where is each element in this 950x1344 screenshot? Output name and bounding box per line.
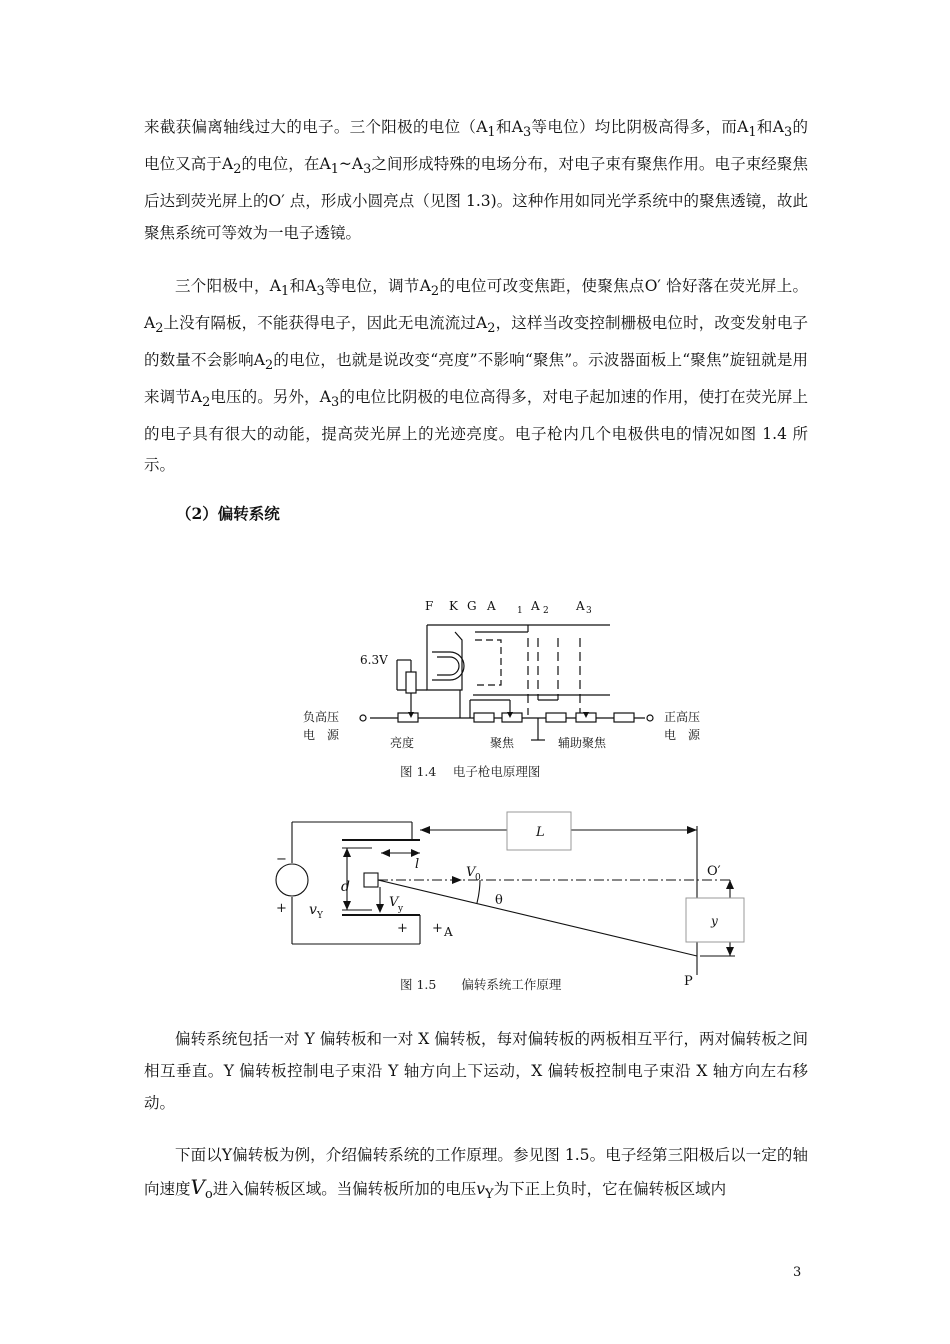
text-run: v xyxy=(476,1179,486,1198)
text-run: 三个阳极中，A xyxy=(175,277,281,295)
text-run: 为下正上负时，它在偏转板区域内 xyxy=(493,1179,727,1198)
text-run: 的电位又高于A xyxy=(144,118,808,173)
text-run: ，这样当改变控制栅极电位时，改变发射电子的数量不会影响A xyxy=(144,313,808,369)
text-run: 等电位）均比阴极高得多，而A xyxy=(531,118,749,136)
page-number: 3 xyxy=(793,1265,802,1280)
paragraph-4 xyxy=(144,1140,808,1211)
brightness-label: 亮度 xyxy=(390,736,415,750)
label-sub-3: 3 xyxy=(586,606,592,616)
label-k: K xyxy=(449,599,458,613)
label-small-l: l xyxy=(415,857,420,872)
text-run: 等电位，调节A xyxy=(324,277,431,295)
text-run: 之间形成特殊的电场分布，对电子束有聚焦作用。电子束经聚焦后达到荧光屏上的O′ 点，形成小圆亮点（见图 1.3)。这种作用如同光学系统中的聚焦透镜，故此聚焦系统可等效为一电子透镜。 xyxy=(144,154,808,242)
text-run: 2 xyxy=(233,161,242,177)
text-run: Y xyxy=(485,1186,494,1202)
text-run: 的电位，也就是说改变“亮度”不影响“聚焦”。示波器面板上“聚焦”旋钮就是用来调节A xyxy=(144,350,809,406)
text-run: 进入偏转板区域。当偏转板所加的电压 xyxy=(212,1179,477,1198)
label-a-3: A xyxy=(576,599,585,613)
figure-1-5-caption: 图 1.5 偏转系统工作原理 xyxy=(400,977,562,992)
aux-focus-label: 辅助聚焦 xyxy=(558,736,607,750)
label-a: A xyxy=(444,925,453,939)
text-run: 1 xyxy=(748,125,757,141)
label-sub-2: 2 xyxy=(543,606,549,616)
label-f: F xyxy=(425,599,434,613)
label-theta: θ xyxy=(495,893,503,908)
text-run: 下面以Y偏转板为例，介绍偏转系统的工作原理。参见图 1.5。电子经第三阳极后以一定的轴向速度 xyxy=(144,1146,808,1198)
label-vY-sub: Y xyxy=(317,911,323,921)
text-run: 和A xyxy=(756,118,784,136)
text-run: 来截获偏离轴线过大的电子。三个阳极的电位（A xyxy=(144,118,488,136)
text-run: 的电位比阴极的电位高得多，对电子起加速的作用，使打在荧光屏上的电子具有很大的动能，提高荧光屏上的光迹亮度。电子枪内几个电极供电的情况如图 1.4 所示。 xyxy=(144,387,808,475)
label-vy-sub: y xyxy=(398,904,404,914)
text-run: 2 xyxy=(202,394,211,410)
voltage-label: 6.3V xyxy=(360,653,388,667)
label-vY: v xyxy=(309,902,317,918)
label-y: y xyxy=(711,914,718,928)
text-run: 2 xyxy=(264,357,274,373)
text-run: 偏转系统包括一对 Y 偏转板和一对 X 偏转板，每对偏转板的两板相互平行，两对偏转板之间相互垂直。Y 偏转板控制电子束沿 Y 轴方向上下运动，X 偏转板控制电子束沿 X 轴方向左右移动。 xyxy=(144,1030,808,1112)
text-run: 1 xyxy=(330,161,339,177)
text-run: 2 xyxy=(430,284,440,300)
focus-label: 聚焦 xyxy=(490,736,515,750)
label-plus-a: + xyxy=(432,921,443,936)
text-run: 2 xyxy=(487,320,496,336)
label-minus: − xyxy=(276,852,287,867)
section-heading: （2）偏转系统 xyxy=(176,504,280,523)
text-run: 电压的。另外，A xyxy=(210,387,331,406)
label-big-l: L xyxy=(536,825,545,840)
text-run: 的电位可改变焦距，使聚焦点O′ 恰好落在荧光屏上。A xyxy=(144,277,809,332)
text-run: 上没有隔板，不能获得电子，因此无电流流过A xyxy=(163,313,488,332)
text-run: 2 xyxy=(155,320,164,336)
label-p: P xyxy=(684,974,693,989)
label-v0: V xyxy=(466,865,476,880)
text-run: 3 xyxy=(331,394,340,410)
positive-supply-label-1: 正高压 xyxy=(664,710,701,724)
label-a: A xyxy=(487,599,496,613)
text-run: 和A xyxy=(495,118,523,136)
paragraph-3 xyxy=(144,1024,808,1119)
label-o-prime: O′ xyxy=(707,864,721,879)
label-sub-1: 1 xyxy=(517,606,523,616)
text-run: 3 xyxy=(363,161,372,177)
text-run: 3 xyxy=(522,125,532,141)
text-run: 和A xyxy=(289,277,317,295)
text-run: 1 xyxy=(487,125,496,141)
label-d: d xyxy=(341,879,350,895)
label-g: G xyxy=(467,599,477,613)
text-run: ~A xyxy=(338,154,364,173)
negative-supply-label-2: 电 源 xyxy=(303,728,340,742)
label-plus-plate: + xyxy=(397,921,408,936)
label-vy: V xyxy=(389,895,399,910)
text-run: o xyxy=(204,1186,213,1202)
negative-supply-label-1: 负高压 xyxy=(303,710,340,724)
label-v0-sub: 0 xyxy=(475,873,481,883)
figure-1-4-caption: 图 1.4 电子枪电原理图 xyxy=(400,764,541,779)
text-run: V xyxy=(190,1174,205,1199)
text-run: 3 xyxy=(316,284,325,300)
positive-supply-label-2: 电 源 xyxy=(664,728,701,742)
text-run: 的电位，在A xyxy=(241,154,331,173)
text-run: 1 xyxy=(280,284,290,300)
text-run: 3 xyxy=(783,125,793,141)
label-plus-left: + xyxy=(276,901,287,916)
label-a-2: A xyxy=(531,599,540,613)
